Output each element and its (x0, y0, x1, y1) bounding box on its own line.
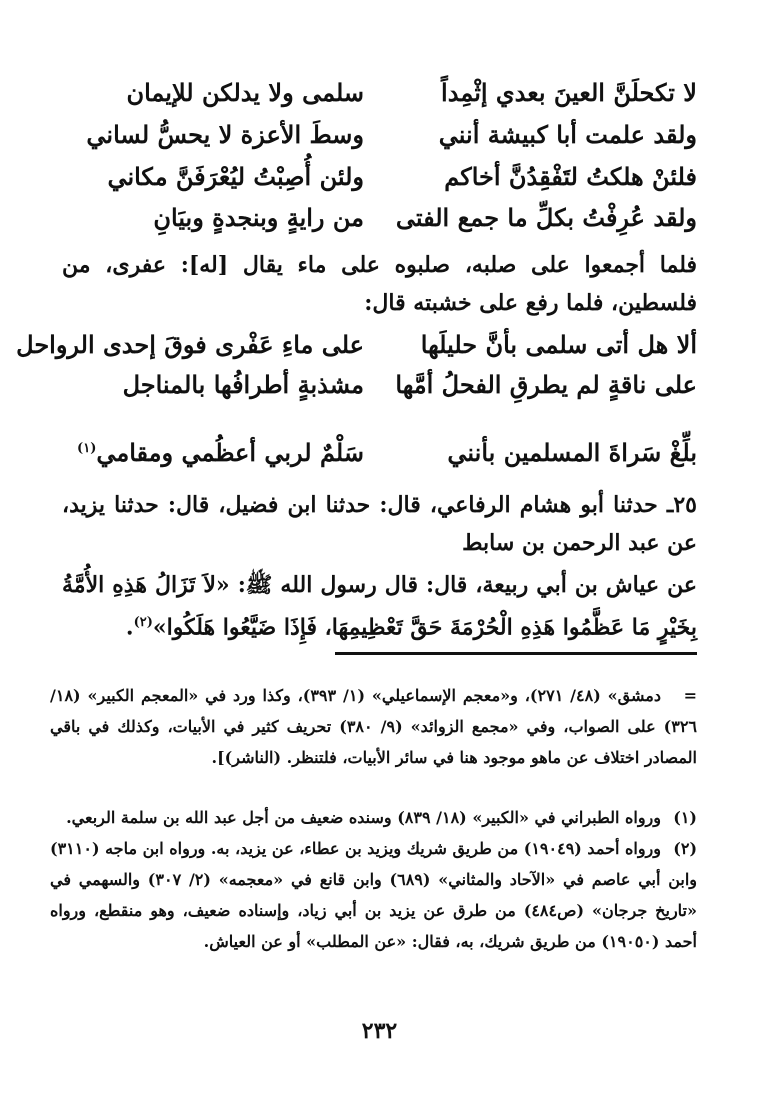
hadith-isnad-2: عن عياش بن أبي ربيعة، قال: قال رسول الله ﷺ: (237, 572, 697, 598)
poem-1-line-3-second-hemistich: ولئن أُصِبْتُ ليُعْرَفَنَّ مكاني (107, 162, 364, 191)
poem-1-line-4-second-hemistich: من رايةٍ وبنجدةٍ وبيَانِ (153, 203, 364, 232)
hadith-end: . (125, 614, 134, 641)
poem-1-line-1-second-hemistich: سلمى ولا يدلكن للإيمان (126, 78, 364, 107)
footnote-1 (50, 802, 697, 833)
hadith-number: ٢٥ـ (666, 492, 697, 518)
poem-2-line-2-second-hemistich: مشذبةٍ أطرافُها بالمناجل (122, 370, 364, 399)
footnote-continued-mark: = (683, 686, 697, 705)
poem-1-line-2-second-hemistich: وسطَ الأعزة لا يحسُّ لساني (86, 120, 364, 149)
poem-2-line-2-first-hemistich: على ناقةٍ لم يطرقِ الفحلُ أمَّها (395, 370, 697, 399)
page-number: ٢٣٢ (361, 1018, 398, 1044)
poem-2-line-1-second-hemistich: على ماءِ عَفْرى فوقَ إحدى الرواحل (16, 330, 364, 359)
poem-1-line-4-first-hemistich: ولقد عُرِفْتُ بكلِّ ما جمع الفتى (395, 203, 697, 232)
poem-2-line-3-first-hemistich: بلِّغْ سَراةَ المسلمين بأنني (447, 438, 697, 467)
footnote-2-text: ورواه أحمد (١٩٠٤٩) من طريق شريك ويزيد بن عطاء، عن يزيد، به. ورواه ابن ماجه (٣١١٠) وابن أبي عاصم في «الآحاد والمثاني» (٦٨٩) وابن قانع في «معجمه» (٢/ ٣٠٧) والسهمي في «تاريخ جرجان» (ص٤٨٤) من طرق عن يزيد بن أبي زياد، وإسناده ضعيف، وهو منقطع، ورواه أحمد (١٩٠٥٠) من طريق شريك، به، فقال: «عن المطلب» أو عن العياش. (50, 839, 698, 951)
poem-2-line-3-second-hemistich-text: سَلْمٌ لربي أعظُمي ومقامي (96, 438, 364, 467)
footnote-continued (50, 680, 697, 773)
poem-2-line-1-first-hemistich: ألا هل أتى سلمى بأنَّ حليلَها (420, 330, 697, 359)
footnote-ref-2: (٢) (133, 615, 153, 630)
footnote-divider (335, 652, 697, 655)
poem-1-line-2-first-hemistich: ولقد علمت أبا كبيشة أنني (438, 120, 697, 149)
footnote-2 (50, 833, 697, 957)
hadith-isnad-paragraph (62, 486, 697, 562)
footnote-continued-text: دمشق» (٤٨/ ٢٧١)، و«معجم الإسماعيلي» (١/ ٣٩٣)، وكذا ورد في «المعجم الكبير» (١٨/ ٣٢٦) على الصواب، وفي «مجمع الزوائد» (٩/ ٣٨٠) تحريف كثير في الأبيات، وكذلك في باقي المصادر اختلاف عن ماهو موجود هنا في سائر الأبيات، فلتنظر. (الناشر)]. (50, 686, 698, 767)
hadith-text-paragraph (62, 566, 697, 646)
poem-1-line-1-first-hemistich: لا تكحلَنَّ العينَ بعدي إثْمِداً (441, 78, 697, 107)
poem-2-line-3-second-hemistich (77, 438, 364, 467)
poem-1-line-3-first-hemistich: فلئنْ هلكتُ لتَفْقِدُنَّ أخاكم (444, 162, 697, 191)
footnote-1-mark: (١) (673, 808, 697, 827)
footnote-2-mark: (٢) (673, 839, 698, 858)
narrative-paragraph: فلما أجمعوا على صلبه، صلبوه على ماء يقال [له]: عفرى، من فلسطين، فلما رفع على خشبته قال: (62, 252, 697, 316)
footnote-ref-1: (١) (77, 441, 97, 456)
hadith-isnad-1: حدثنا أبو هشام الرفاعي، قال: حدثنا ابن فضيل، قال: حدثنا يزيد، عن عبد الرحمن بن سابط (62, 492, 697, 556)
footnote-1-text: ورواه الطبراني في «الكبير» (١٨/ ٨٣٩) وسنده ضعيف من أجل عبد الله بن سلمة الربعي. (66, 808, 661, 827)
hadith-matn: «لاَ تَزَالُ هَذِهِ الأُمَّةُ بِخَيْرٍ مَا عَظَّمُوا هَذِهِ الْحُرْمَةَ حَقَّ تَعْظِيمِهَا، فَإِذَا ضَيَّعُوا هَلَكُوا» (62, 572, 697, 641)
